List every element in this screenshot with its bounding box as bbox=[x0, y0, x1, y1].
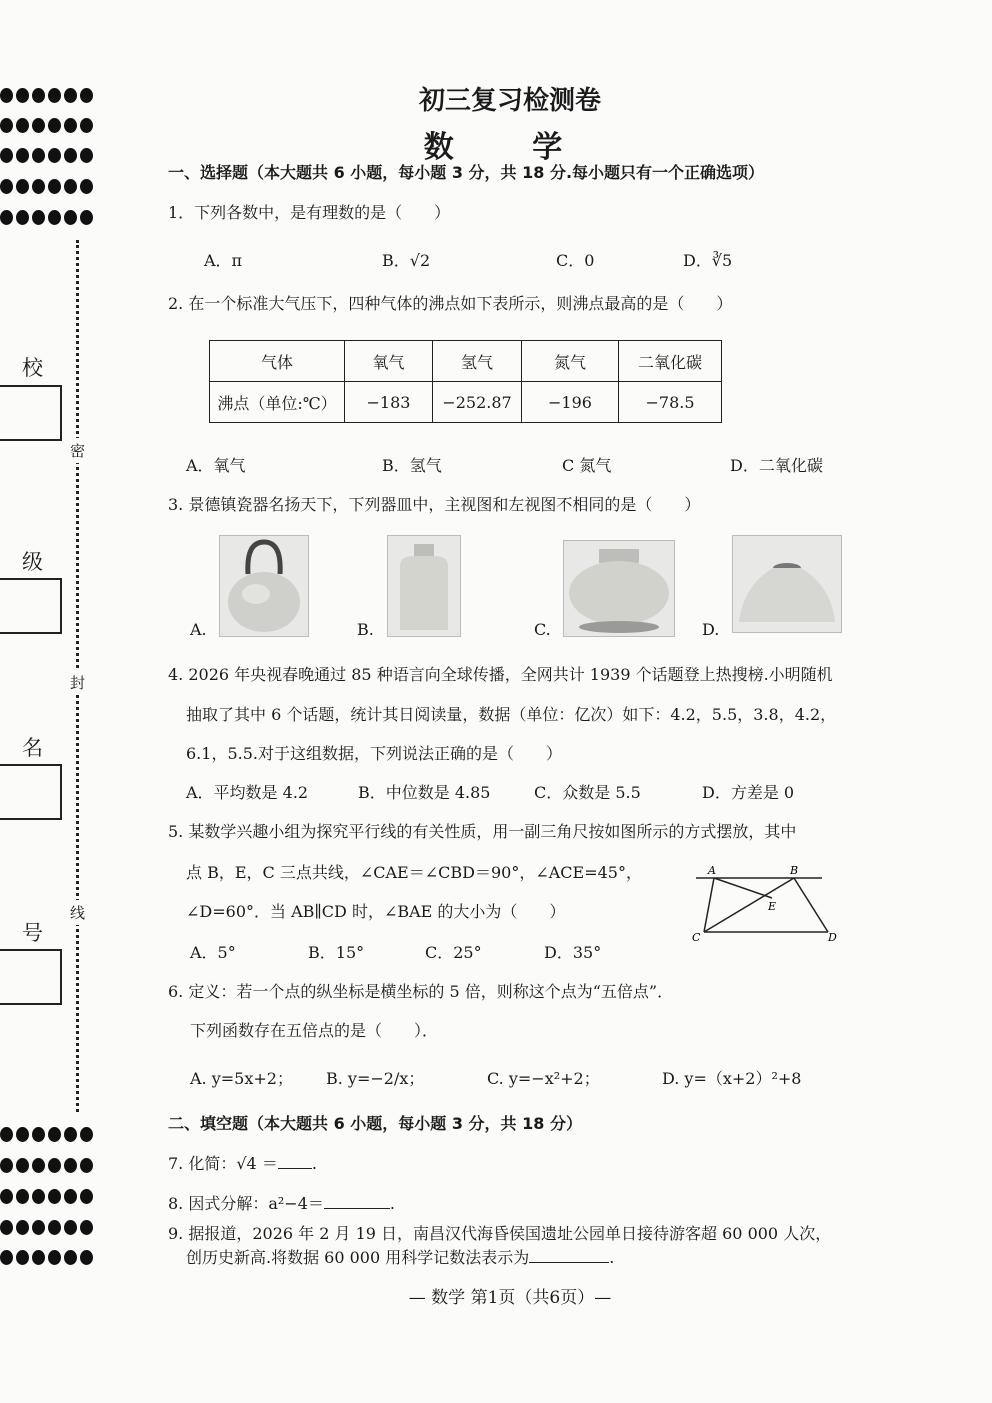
q4-option-a: A．平均数是 4.2 bbox=[186, 783, 309, 802]
figure-label-b: B bbox=[790, 864, 799, 877]
q7-answer-blank[interactable] bbox=[278, 1168, 312, 1169]
table-cell: 氧气 bbox=[345, 341, 433, 382]
q7-text: 7. 化简：√4 ＝ bbox=[168, 1154, 278, 1173]
q6-option-a: A. y=5x+2； bbox=[190, 1069, 293, 1088]
q1-option-c: C．0 bbox=[556, 251, 595, 270]
table-cell: 氢气 bbox=[433, 341, 522, 382]
boiling-point-table bbox=[209, 340, 722, 423]
q3-option-b: B. bbox=[357, 620, 374, 639]
q9-answer-blank[interactable] bbox=[529, 1262, 609, 1263]
q3-option-d: D. bbox=[702, 620, 720, 639]
q5-stem-line-1: 5. 某数学兴趣小组为探究平行线的有关性质，用一副三角尺按如图所示的方式摆放，其中 bbox=[168, 822, 797, 841]
q4-option-c: C．众数是 5.5 bbox=[534, 783, 641, 802]
q4-stem-line-3: 6.1，5.5.对于这组数据，下列说法正确的是（ ） bbox=[186, 744, 562, 763]
q4-stem-line-1: 4. 2026 年央视春晚通过 85 种语言向全球传播，全网共计 1939 个话题登上热搜榜.小明随机 bbox=[168, 665, 833, 684]
q5-option-a: A．5° bbox=[190, 943, 236, 962]
table-cell: 氮气 bbox=[522, 341, 619, 382]
q8-text: 8. 因式分解：a²−4＝ bbox=[168, 1194, 324, 1213]
figure-label-a: A bbox=[708, 864, 716, 877]
school-field[interactable] bbox=[0, 385, 62, 441]
seal-char-feng: 封 bbox=[70, 670, 85, 695]
name-field[interactable] bbox=[0, 764, 62, 820]
table-row bbox=[210, 382, 722, 423]
q2-option-b: B．氢气 bbox=[382, 456, 442, 475]
q2-stem: 2. 在一个标准大气压下，四种气体的沸点如下表所示，则沸点最高的是（ ） bbox=[168, 294, 733, 313]
number-field[interactable] bbox=[0, 949, 62, 1005]
q1-option-a: A．π bbox=[204, 251, 243, 270]
q3-stem: 3. 景德镇瓷器名扬天下，下列器皿中，主视图和左视图不相同的是（ ） bbox=[168, 495, 701, 514]
q3-option-c: C. bbox=[534, 620, 551, 639]
seal-char-xian: 线 bbox=[70, 900, 85, 925]
figure-label-c: C bbox=[692, 931, 701, 944]
q2-option-c: C 氮气 bbox=[562, 456, 612, 475]
page-footer: — 数学 第1页（共6页）— bbox=[408, 1288, 612, 1308]
seal-char-mi: 密 bbox=[70, 438, 85, 463]
label-class: 级 bbox=[22, 550, 43, 574]
q9-stem-line-1: 9. 据报道，2026 年 2 月 19 日，南昌汉代海昏侯国遗址公园单日接待游客超 60 000 人次， bbox=[168, 1224, 832, 1243]
q6-option-b: B. y=−2/x； bbox=[326, 1069, 425, 1088]
q6-stem-line-2: 下列函数存在五倍点的是（ ）． bbox=[190, 1021, 439, 1040]
q8-stem: 8. 因式分解：a²−4＝ . bbox=[168, 1194, 395, 1213]
q5-option-b: B．15° bbox=[308, 943, 365, 962]
exam-subject: 数 学 bbox=[423, 130, 597, 165]
q2-option-d: D．二氧化碳 bbox=[730, 456, 823, 475]
table-cell: −183 bbox=[345, 382, 433, 423]
class-field[interactable] bbox=[0, 578, 62, 634]
q9-stem-line-2: 创历史新高.将数据 60 000 用科学记数法表示为 . bbox=[186, 1248, 615, 1267]
q5-stem-line-2: 点 B，E，C 三点共线，∠CAE＝∠CBD＝90°，∠ACE=45°， bbox=[186, 863, 642, 882]
section-2-heading: 二、填空题（本大题共 6 小题，每小题 3 分，共 18 分） bbox=[168, 1114, 582, 1133]
label-name: 名 bbox=[22, 736, 43, 760]
figure-label-e: E bbox=[768, 900, 777, 913]
q9-text: 创历史新高.将数据 60 000 用科学记数法表示为 bbox=[186, 1248, 530, 1267]
q7-stem: 7. 化简：√4 ＝ . bbox=[168, 1154, 317, 1173]
table-cell: 气体 bbox=[210, 341, 345, 382]
exam-title: 初三复习检测卷 bbox=[418, 86, 601, 116]
figure-label-d: D bbox=[828, 931, 837, 944]
jar-image bbox=[387, 535, 461, 637]
q1-option-b: B．√2 bbox=[382, 251, 431, 270]
q5-option-d: D．35° bbox=[544, 943, 602, 962]
label-school: 校 bbox=[22, 356, 43, 380]
label-number: 号 bbox=[22, 921, 43, 945]
q6-option-d: D. y=（x+2）²+8 bbox=[662, 1069, 802, 1088]
triangle-figure bbox=[690, 862, 840, 944]
bowl-image bbox=[732, 535, 842, 633]
q6-stem-line-1: 6. 定义：若一个点的纵坐标是横坐标的 5 倍，则称这个点为“五倍点”． bbox=[168, 982, 674, 1001]
q1-stem: 1．下列各数中，是有理数的是（ ） bbox=[168, 203, 451, 222]
q6-option-c: C. y=−x²+2； bbox=[487, 1069, 600, 1088]
section-1-heading: 一、选择题（本大题共 6 小题，每小题 3 分，共 18 分.每小题只有一个正确选项） bbox=[168, 163, 765, 182]
table-cell: −78.5 bbox=[619, 382, 722, 423]
q3-option-a: A. bbox=[190, 620, 207, 639]
q1-option-d: D．∛5 bbox=[683, 251, 733, 270]
table-cell: 沸点（单位:℃） bbox=[210, 382, 345, 423]
q4-option-d: D．方差是 0 bbox=[702, 783, 795, 802]
q5-stem-line-3: ∠D=60°．当 AB∥CD 时，∠BAE 的大小为（ ） bbox=[186, 902, 566, 921]
kettle-image bbox=[219, 535, 309, 637]
table-cell: −196 bbox=[522, 382, 619, 423]
q5-option-c: C．25° bbox=[425, 943, 482, 962]
q2-option-a: A．氧气 bbox=[186, 456, 246, 475]
q4-stem-line-2: 抽取了其中 6 个话题，统计其日阅读量，数据（单位：亿次）如下：4.2，5.5，3.8，4.2， bbox=[186, 705, 837, 724]
q8-answer-blank[interactable] bbox=[324, 1208, 390, 1209]
table-cell: −252.87 bbox=[433, 382, 522, 423]
pot-image bbox=[563, 540, 675, 637]
table-cell: 二氧化碳 bbox=[619, 341, 722, 382]
q4-option-b: B．中位数是 4.85 bbox=[358, 783, 491, 802]
table-row bbox=[210, 341, 722, 382]
